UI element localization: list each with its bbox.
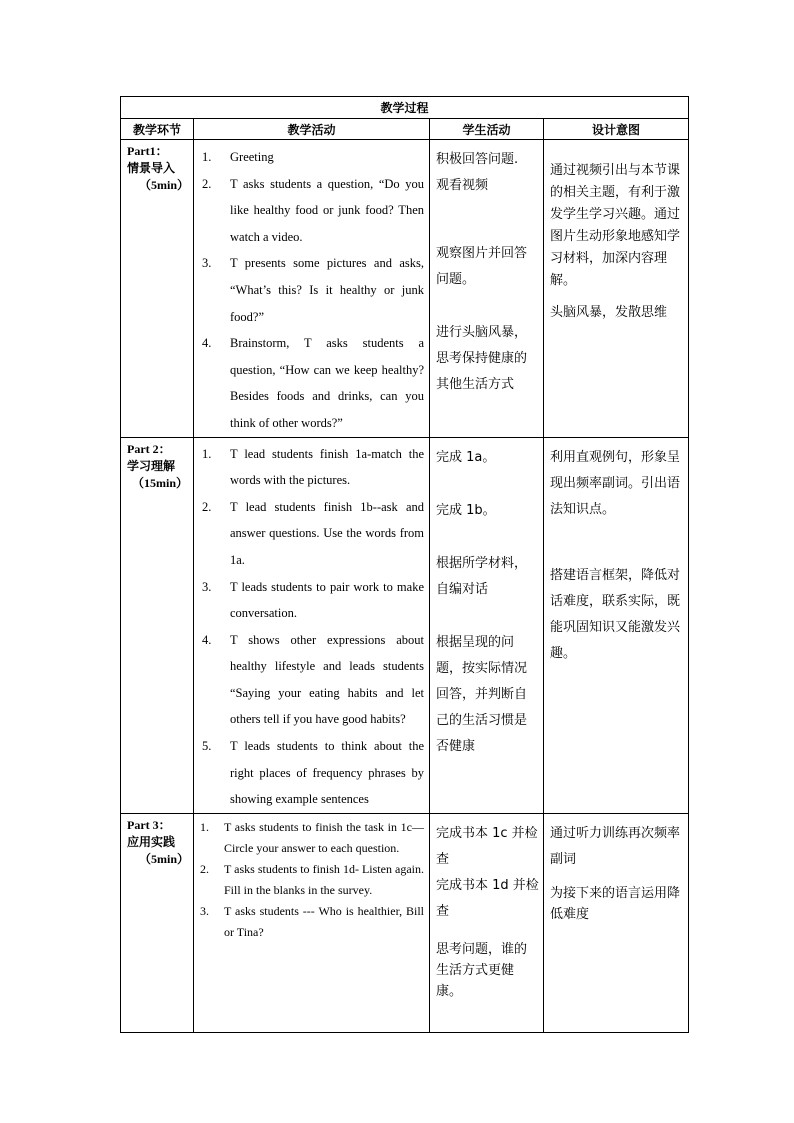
list-item: 4. Brainstorm, T asks students a question, “How can we keep healthy? Besides foods and drinks, can you think of other words?” <box>202 336 424 430</box>
design-intent-text: 通过视频引出与本节课的相关主题，有利于激发学生学习兴趣。通过图片生动形象地感知学习材料，加深内容理解。 <box>550 163 681 288</box>
design-intent-text: 利用直观例句，形象呈现出频率副词。引出语法知识点。 <box>550 449 681 517</box>
stage-cell-part1 <box>121 140 194 438</box>
list-item: 3. T presents some pictures and asks, “What’s this? Is it healthy or junk food?” <box>202 256 424 324</box>
list-item: 4. T shows other expressions about healthy lifestyle and leads students “Saying your eating habits and let others tell if you have good habits? <box>202 632 424 727</box>
list-item: 3. T asks students --- Who is healthier, Bill or Tina? <box>200 903 424 939</box>
list-item: 5. T leads students to think about the right places of frequency phrases by showing example sentences <box>202 739 424 807</box>
design-intent-cell <box>544 813 689 1032</box>
header-stage: 教学环节 <box>121 119 194 140</box>
list-item: 2. T asks students to finish 1d- Listen again. Fill in the blanks in the survey. <box>200 861 424 897</box>
teacher-activity-cell <box>194 437 430 813</box>
stage-time: （5min） <box>139 178 190 192</box>
student-activity-text: 思考问题，谁的生活方式更健康。 <box>436 941 528 999</box>
design-intent-text: 通过听力训练再次频率副词 <box>550 825 681 867</box>
stage-label: 应用实践 <box>127 834 176 849</box>
student-activity-cell <box>430 140 544 438</box>
design-intent-text: 搭建语言框架，降低对话难度，联系实际，既能巩固知识又能激发兴趣。 <box>550 567 681 661</box>
student-activity-text: 完成 1b。 <box>436 502 496 518</box>
list-item: 1. T lead students finish 1a-match the words with the pictures. <box>202 446 424 488</box>
stage-label: 情景导入 <box>127 161 176 175</box>
header-teacher-activity: 教学活动 <box>194 119 430 140</box>
table-title: 教学过程 <box>121 97 689 119</box>
table-row <box>121 437 689 813</box>
student-activity-text: 进行头脑风暴，思考保持健康的其他生活方式 <box>436 325 528 392</box>
student-activity-text: 根据所学材料，自编对话 <box>436 555 528 597</box>
teacher-activity-cell <box>194 813 430 1032</box>
stage-cell-part2 <box>121 437 194 813</box>
design-intent-cell <box>544 437 689 813</box>
stage-label: 学习理解 <box>127 458 176 473</box>
student-activity-text: 根据呈现的问题，按实际情况回答，并判断自己的生活习惯是否健康 <box>436 634 528 754</box>
student-activity-text: 观看视频 <box>436 178 489 193</box>
design-intent-cell <box>544 140 689 438</box>
stage-time: （5min） <box>139 851 190 866</box>
student-activity-text: 观察图片并回答问题。 <box>436 246 528 287</box>
list-item: 2. T asks students a question, “Do you like healthy food or junk food? Then watch a video. <box>202 176 424 244</box>
stage-time: （15min） <box>132 475 189 490</box>
student-activity-text: 积极回答问题. <box>436 152 519 167</box>
stage-cell-part3 <box>121 813 194 1032</box>
student-activity-text: 完成书本 1d 并检查 <box>436 877 539 919</box>
header-design-intent: 设计意图 <box>544 119 689 140</box>
design-intent-text: 为接下来的语言运用降低难度 <box>550 885 681 922</box>
stage-label: Part 2： <box>127 441 171 456</box>
student-activity-text: 完成书本 1c 并检查 <box>436 825 538 867</box>
stage-label: Part 3： <box>127 817 171 832</box>
student-activity-cell <box>430 437 544 813</box>
table-row <box>121 140 689 438</box>
header-student-activity: 学生活动 <box>430 119 544 140</box>
list-item: 2. T lead students finish 1b--ask and answer questions. Use the words from 1a. <box>202 499 424 567</box>
list-item: 3. T leads students to pair work to make conversation. <box>202 579 424 621</box>
list-item: 1. T asks students to finish the task in 1c—Circle your answer to each question. <box>200 819 424 855</box>
table-row <box>121 813 689 1032</box>
design-intent-text: 头脑风暴，发散思维 <box>550 305 668 320</box>
teacher-activity-cell <box>194 140 430 438</box>
student-activity-cell <box>430 813 544 1032</box>
student-activity-text: 完成 1a。 <box>436 449 496 465</box>
stage-label: Part1： <box>127 144 168 158</box>
list-item: 1. Greeting <box>202 150 274 164</box>
lesson-process-table <box>120 96 689 1033</box>
